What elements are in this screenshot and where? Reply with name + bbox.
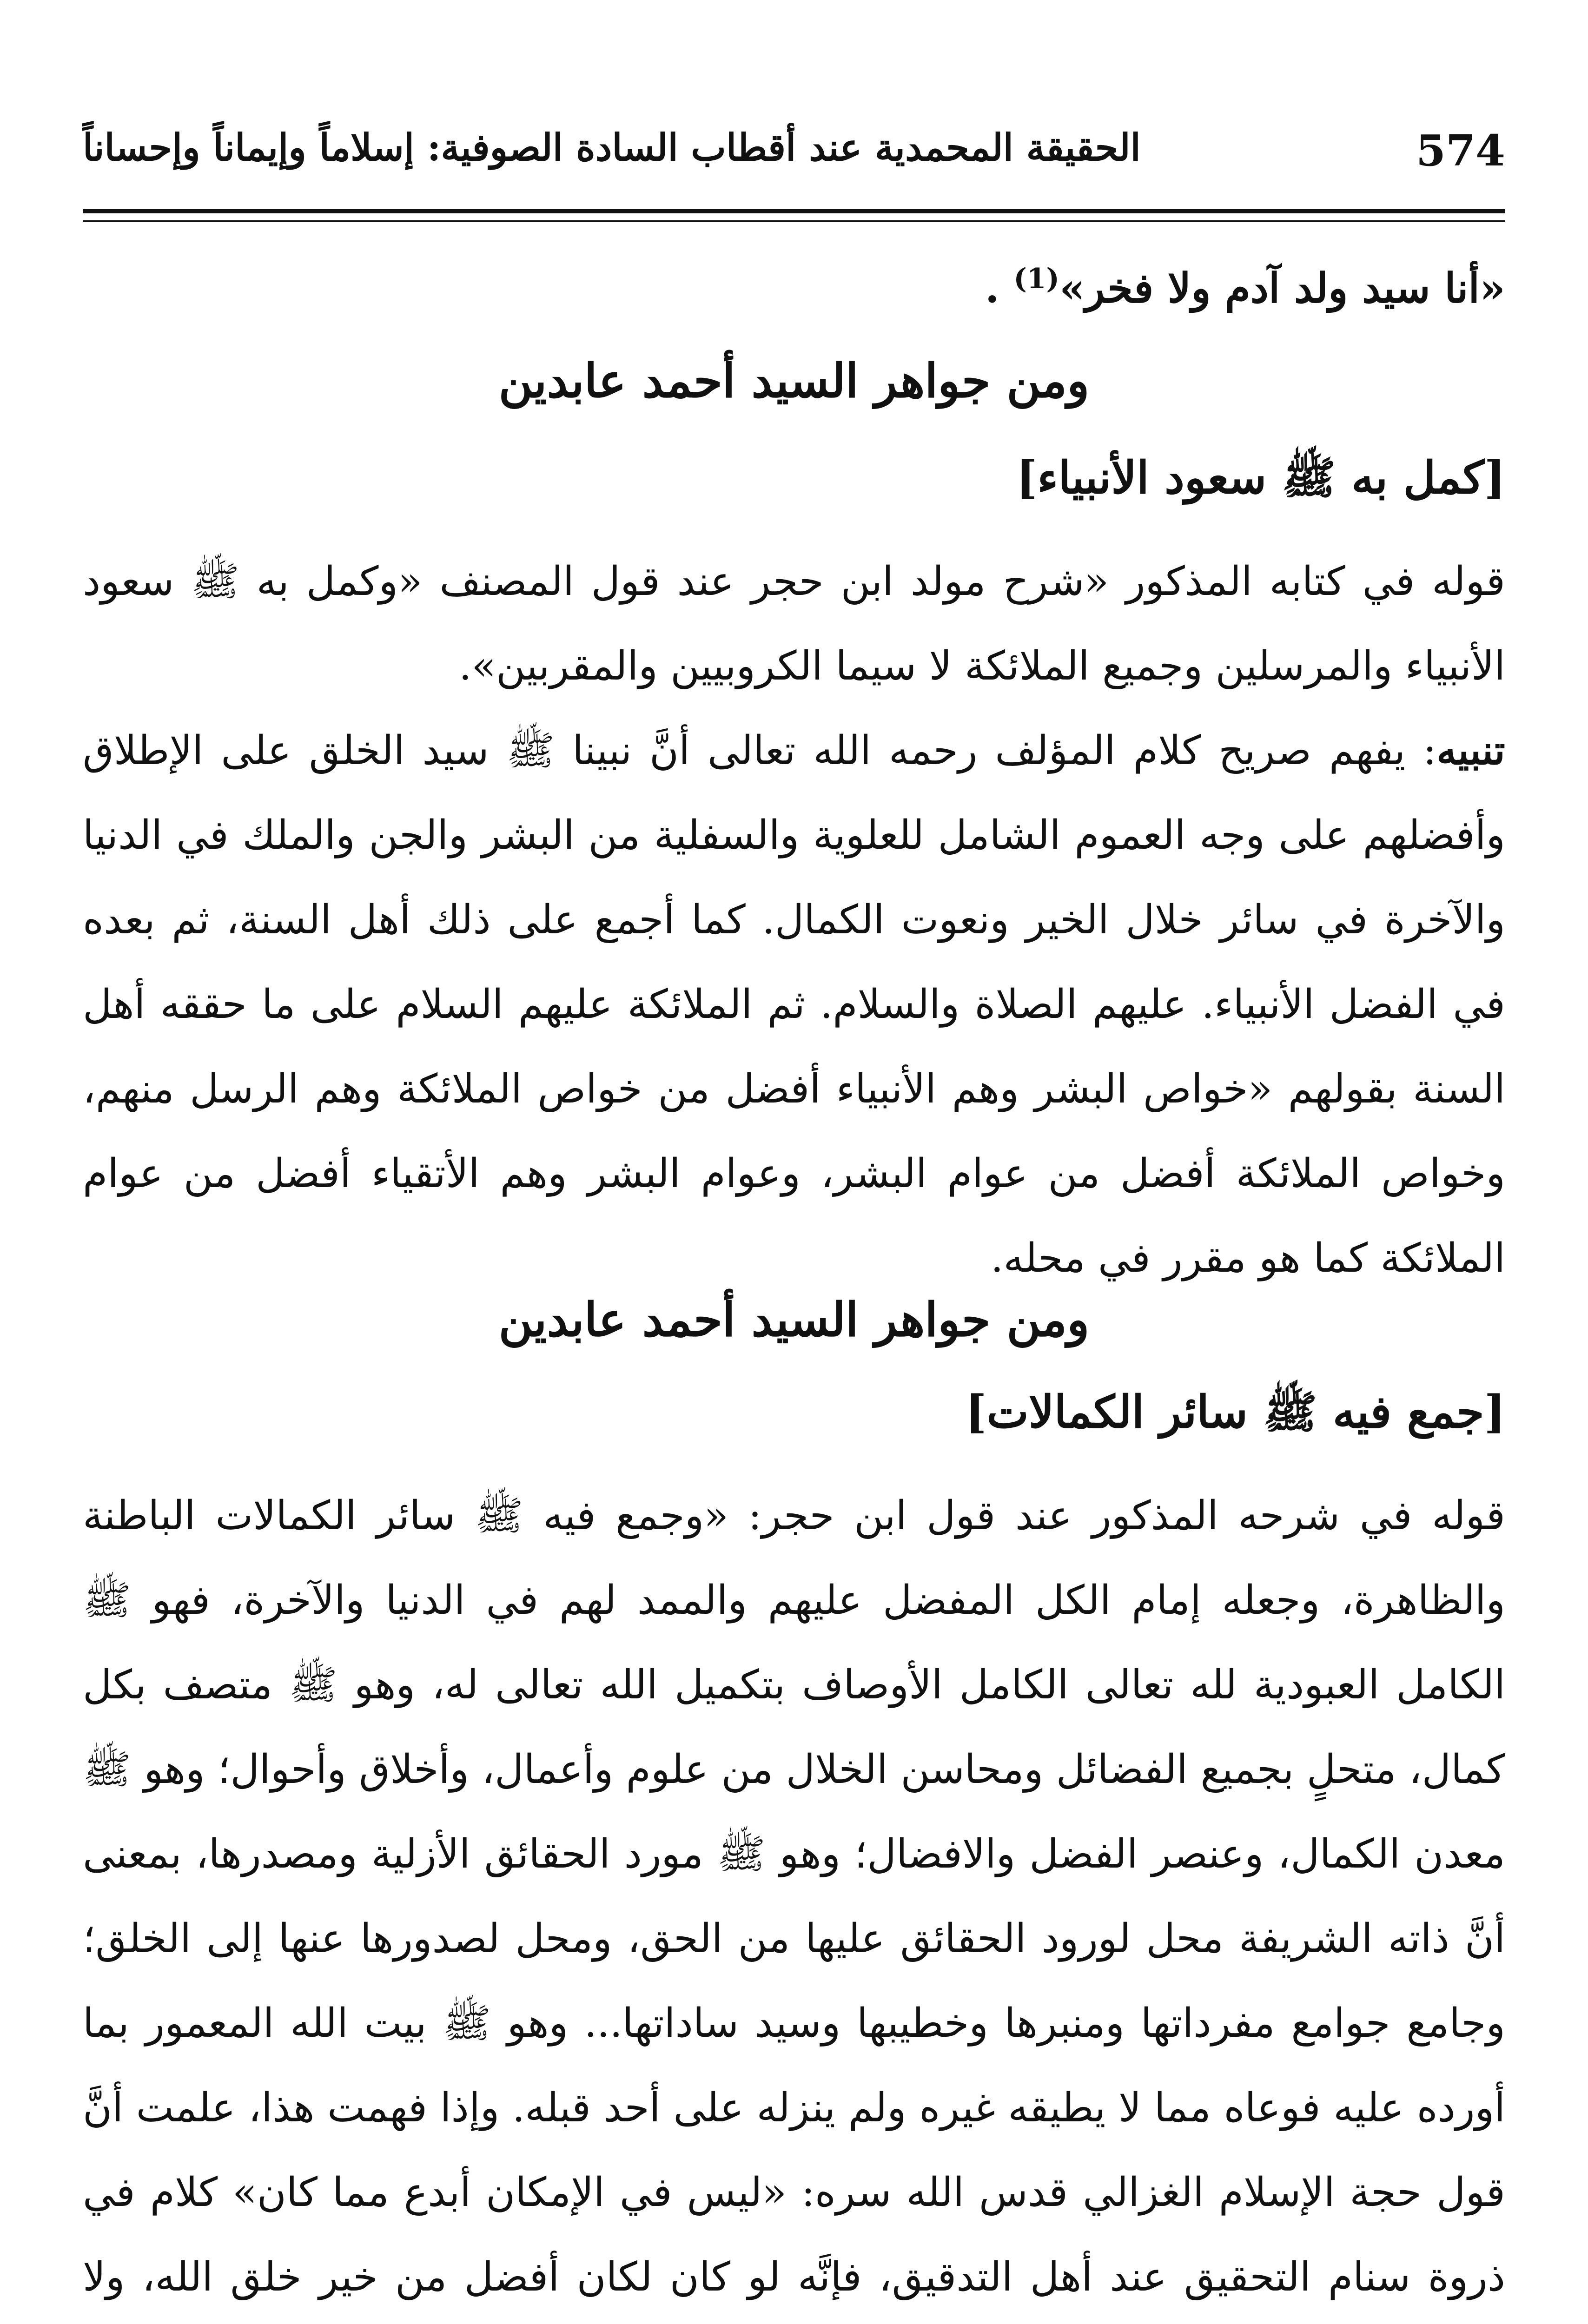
section-heading-1: ومن جواهر السيد أحمد عابدين xyxy=(498,353,1090,408)
note-label: تنبيه xyxy=(1436,727,1505,774)
hadith-end: . xyxy=(985,264,999,312)
header-rule-thick xyxy=(83,209,1505,213)
hadith-quote xyxy=(83,242,1505,325)
page-number: 574 xyxy=(1416,125,1505,176)
hadith-text: «أنا سيد ولد آدم ولا فخر» xyxy=(1059,264,1505,312)
section2-body xyxy=(83,1473,1505,2324)
section2-paragraph: قوله في شرحه المذكور عند قول ابن حجر: «وجمع فيه ﷺ سائر الكمالات الباطنة والظاهرة، وجعله إمام الكل المفضل عليهم والممد لهم في الدنيا والآخرة، فهو ﷺ الكامل العبودية لله تعالى الكامل الأوصاف بتكميل الله تعالى له، وهو ﷺ متصف بكل كمال، متحلٍ بجميع الفضائل ومحاسن الخلال من علوم وأعمال، وأخلاق وأحوال؛ وهو ﷺ معدن الكمال، وعنصر الفضل والافضال؛ وهو ﷺ مورد الحقائق الأزلية ومصدرها، بمعنى أنَّ ذاته الشريفة محل لورود الحقائق عليها من الحق، ومحل لصدورها عنها إلى الخلق؛ وجامع جوامع مفرداتها ومنبرها وخطيبها وسيد ساداتها... وهو ﷺ بيت الله المعمور بما أورده عليه فوعاه مما لا يطيقه غيره ولم ينزله على أحد قبله. وإذا فهمت هذا، علمت أنَّ قول حجة الإسلام الغزالي قدس الله سره: «ليس في الإمكان أبدع مما كان» كلام في ذروة سنام التحقيق عند أهل التدقيق، فإنَّه لو كان لكان أفضل من خير خلق الله، ولا xyxy=(83,1492,1506,2300)
running-title: الحقيقة المحمدية عند أقطاب السادة الصوفية: إسلاماً وإيماناً وإحساناً xyxy=(83,125,1141,169)
section1-paragraph: قوله في كتابه المذكور «شرح مولد ابن حجر عند قول المصنف «وكمل به ﷺ سعود الأنبياء والمرسلين وجميع الملائكة لا سيما الكروبيين والمقربين». xyxy=(83,558,1505,689)
section1-body xyxy=(83,539,1505,1301)
footnote-reference: (1) xyxy=(1013,263,1059,295)
subheading-1: [كمل به ﷺ سعود الأنبياء] xyxy=(1016,451,1505,504)
section1-note xyxy=(83,708,1505,1301)
page-header xyxy=(83,125,1505,195)
note-text: : يفهم صريح كلام المؤلف رحمه الله تعالى أنَّ نبينا ﷺ سيد الخلق على الإطلاق وأفضلهم على وجه العموم الشامل للعلوية والسفلية من البشر والجن والملك في الدنيا والآخرة في سائر خلال الخير ونعوت الكمال. كما أجمع على ذلك أهل السنة، ثم بعده في الفضل الأنبياء. عليهم الصلاة والسلام. ثم الملائكة عليهم السلام على ما حققه أهل السنة بقولهم «خواص البشر وهم الأنبياء أفضل من خواص الملائكة وهم الرسل منهم، وخواص الملائكة أفضل من عوام البشر، وعوام البشر وهم الأتقياء أفضل من عوام الملائكة كما هو مقرر في محله. xyxy=(83,727,1505,1281)
section-heading-2: ومن جواهر السيد أحمد عابدين xyxy=(498,1292,1090,1347)
header-rule-thin xyxy=(83,220,1505,222)
subheading-2: [جمع فيه ﷺ سائر الكمالات] xyxy=(966,1386,1505,1438)
